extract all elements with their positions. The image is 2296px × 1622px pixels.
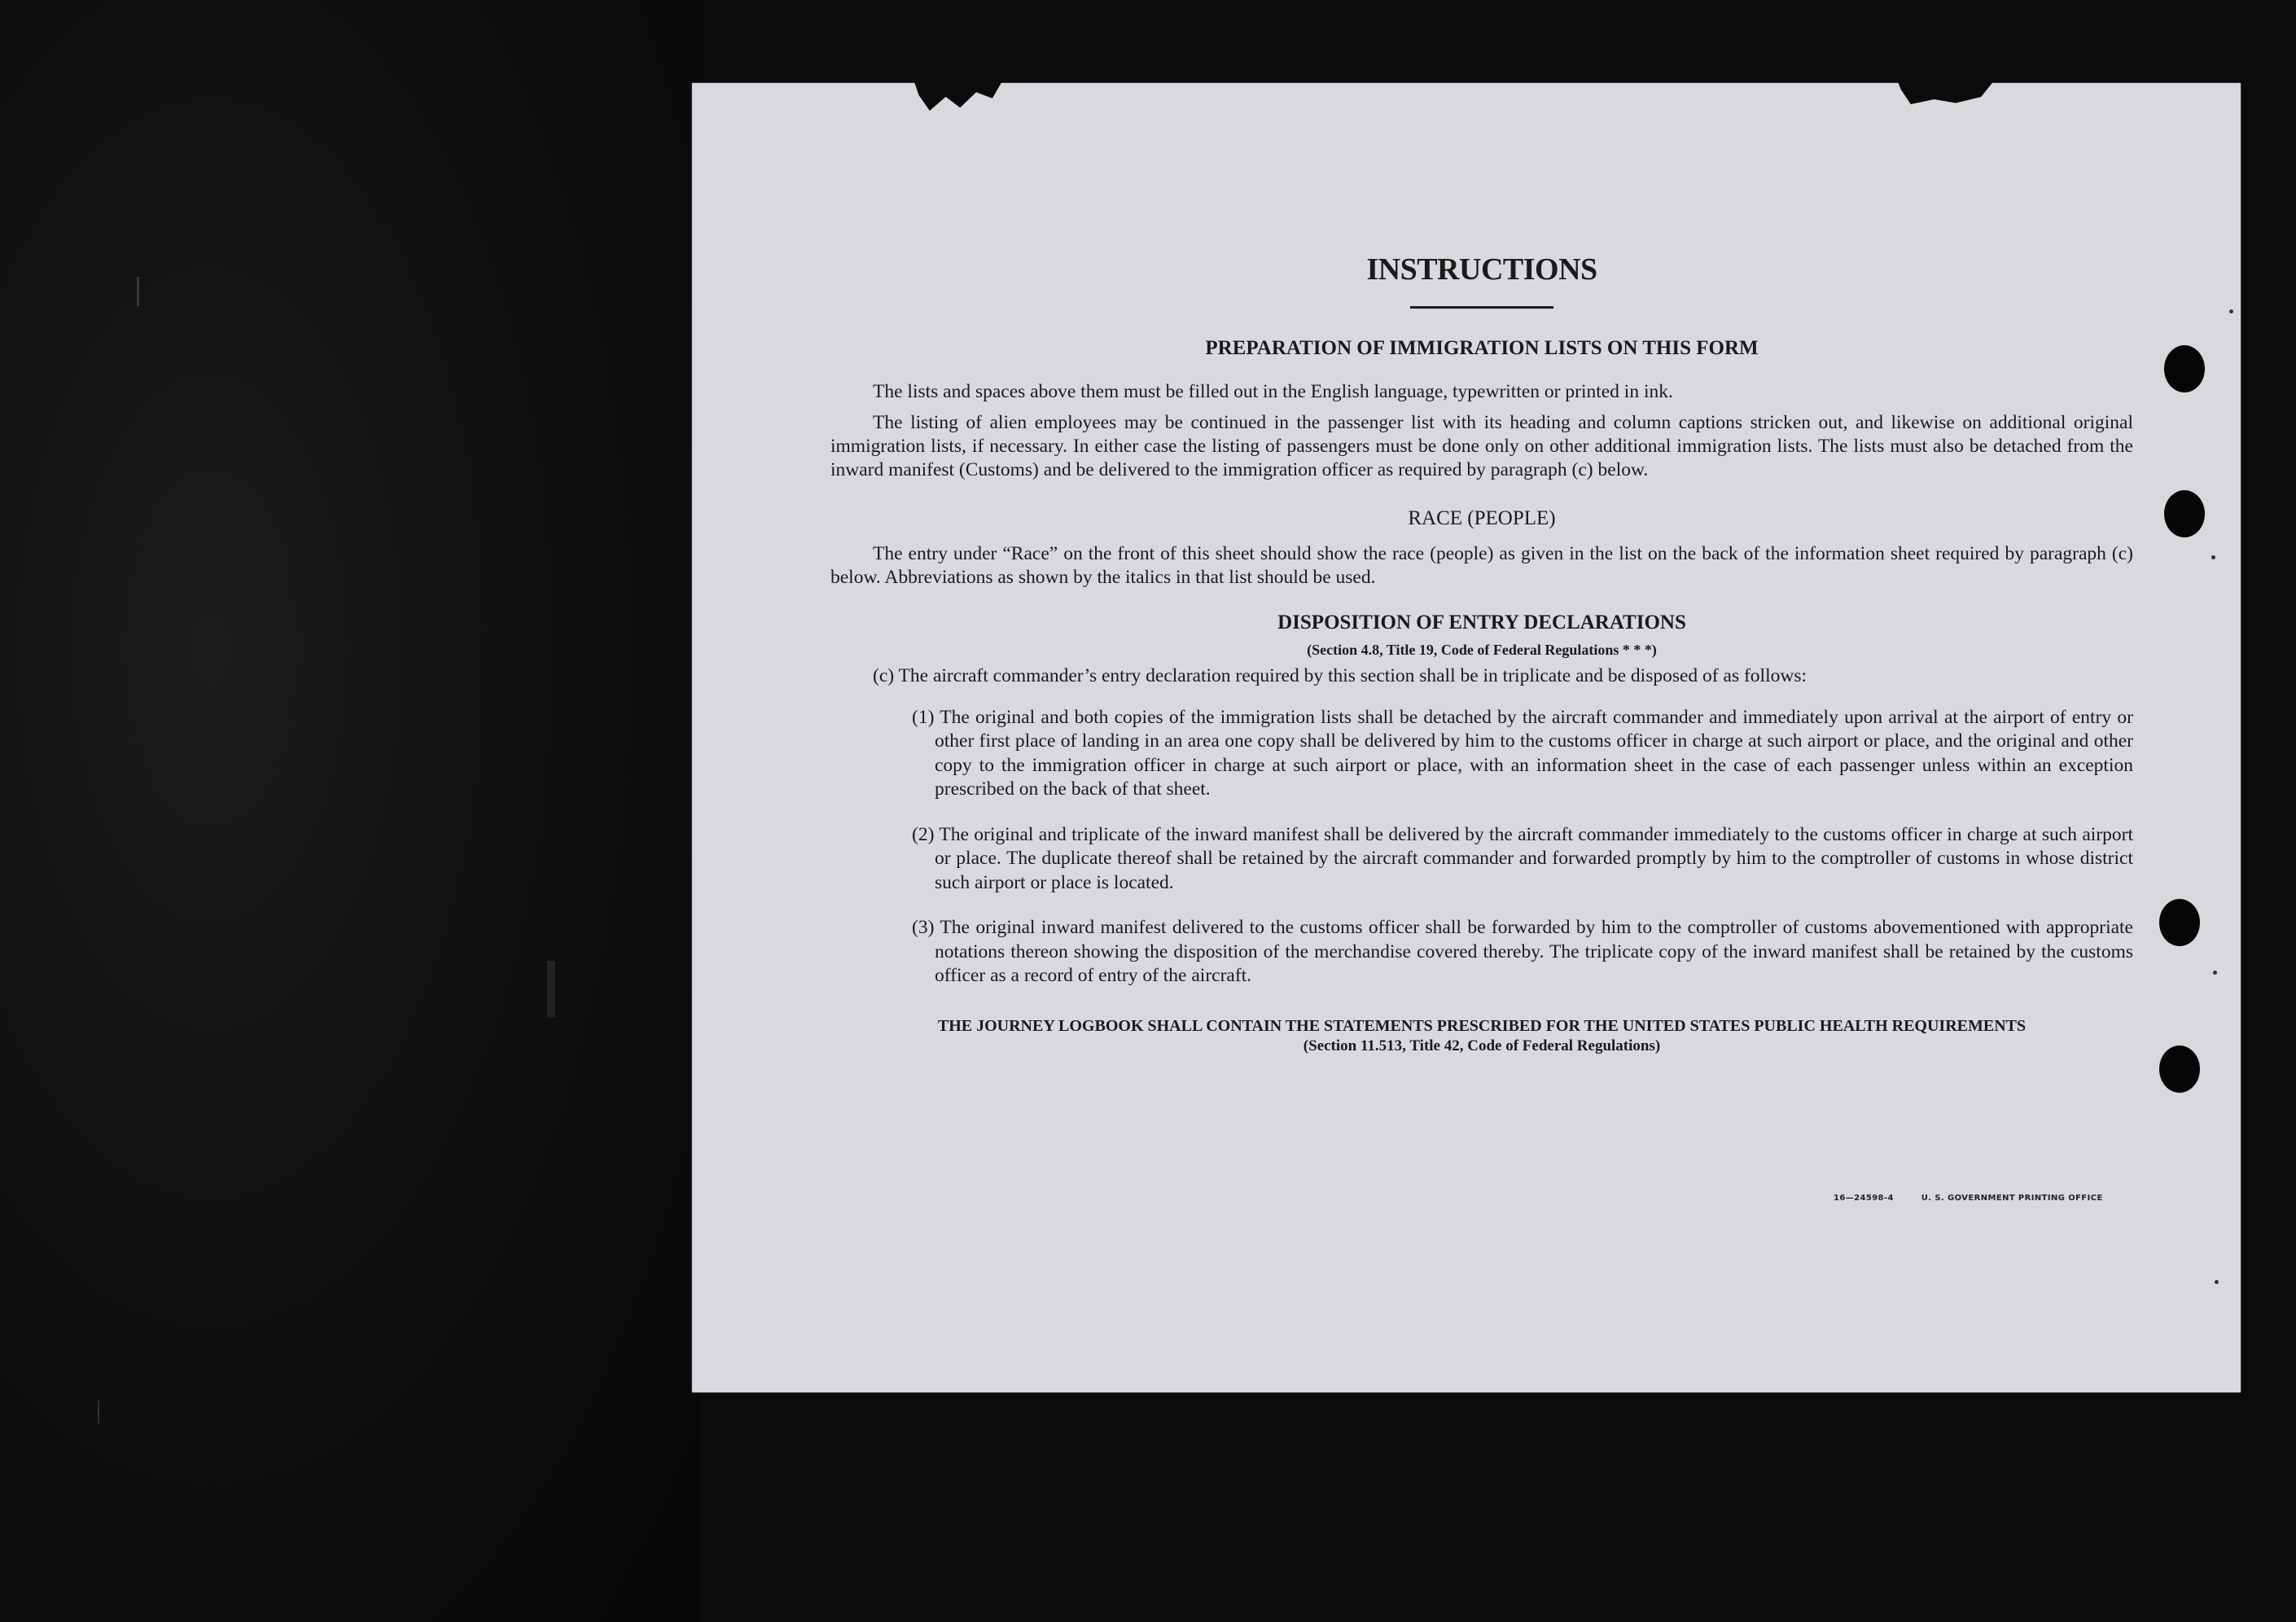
document-sheet [692,83,2241,1392]
health-requirements-reference: (Section 11.513, Title 42, Code of Federal Regulations) [1303,1037,1661,1054]
punch-hole [2164,490,2205,537]
disposition-intro: (c) The aircraft commander’s entry declaration required by this section shall be in triplicate and be disposed of as follows: [873,664,1807,686]
preparation-paragraph-2: The listing of alien employees may be continued in the passenger list with its heading and column captions stricken out, and likewise on additional original immigration lists, if necessary. In either case the listing of passengers must be done only on other additional immigration lists. The lists must also be detached from the inward manifest (Customs) and be delivered to the immigration officer as required by paragraph (c) below. [830,412,2133,480]
health-requirements-heading: THE JOURNEY LOGBOOK SHALL CONTAIN THE STATEMENTS PRESCRIBED FOR THE UNITED STATES PUBLIC HEALTH REQUIREMENTS [937,1016,2027,1035]
race-heading: RACE (PEOPLE) [1408,507,1556,529]
speck [2229,309,2233,313]
punch-hole [2159,899,2200,946]
preparation-paragraph-1: The lists and spaces above them must be filled out in the English language, typewritten or printed in ink. [873,381,1673,402]
disposition-item-1: (1) The original and both copies of the immigration lists shall be detached by the aircraft commander and immediately upon arrival at the airport of entry or other first place of landing in an area one copy shall be delivered by him to the customs officer in charge at such airport or place, and the original and other copy to the immigration officer in charge at such airport or place, with an information sheet in the case of each passenger unless within an exception prescribed on the back of that sheet. [912,706,2133,800]
printer-imprint [1834,1194,2103,1203]
speck [2213,971,2217,975]
disposition-item-2: (2) The original and triplicate of the inward manifest shall be delivered by the aircraft commander immediately to the customs officer in charge at such airport or place. The duplicate thereof shall be retained by the aircraft commander and forwarded promptly by him to the comptroller of customs in whose district such airport or place is located. [912,823,2133,893]
disposition-heading: DISPOSITION OF ENTRY DECLARATIONS [1277,612,1686,633]
disposition-reference: (Section 4.8, Title 19, Code of Federal Regulations * * *) [1307,642,1657,658]
film-background [0,0,700,1622]
speck [2215,1280,2219,1284]
punch-hole [2159,1046,2200,1093]
film-scratch [98,1401,99,1423]
film-scratch [137,277,139,306]
document-title: INSTRUCTIONS [1366,252,1597,287]
instructions-content [830,254,2133,1056]
punch-hole [2164,345,2205,392]
form-number: 16—24598-4 [1834,1194,1894,1203]
disposition-item-3: (3) The original inward manifest delivered to the customs officer shall be forwarded by him to the comptroller of customs abovementioned with appropriate notations thereon showing the disposition of the merchandise covered thereby. The triplicate copy of the inward manifest shall be retained by the customs officer as a record of entry of the aircraft. [912,917,2133,987]
film-scratch [547,961,555,1018]
race-paragraph: The entry under “Race” on the front of this sheet should show the race (people) as given in the list on the back of the information sheet required by paragraph (c) below. Abbreviations as shown by the italics in that list should be used. [830,543,2133,588]
paper-tear [914,80,1003,111]
preparation-heading: PREPARATION OF IMMIGRATION LISTS ON THIS FORM [1205,337,1759,359]
speck [2211,555,2215,559]
paper-tear [1897,80,1995,104]
printer-name: U. S. GOVERNMENT PRINTING OFFICE [1921,1194,2103,1203]
